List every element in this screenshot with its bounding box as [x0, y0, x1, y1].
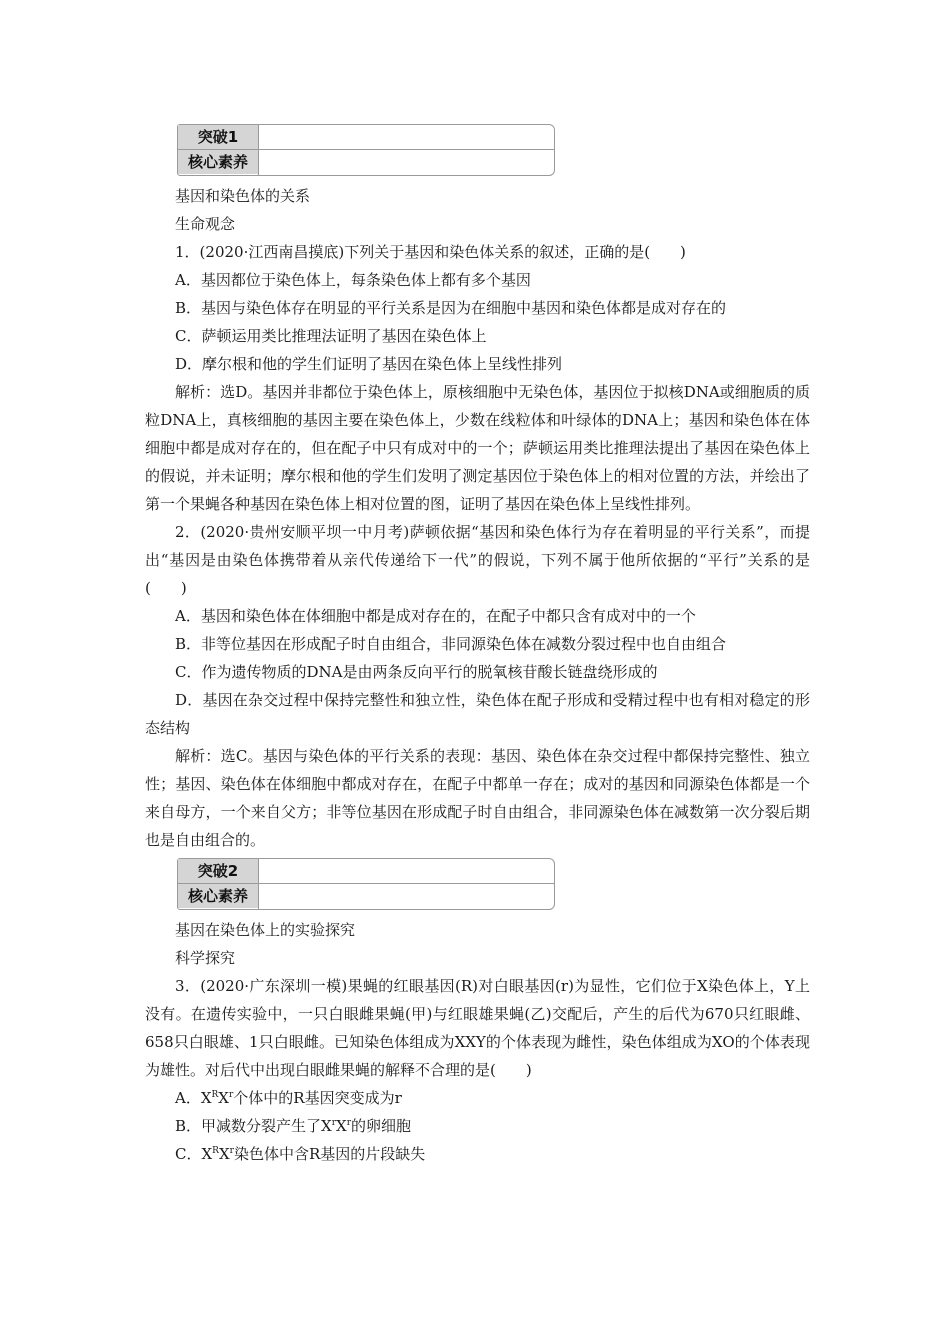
section-title: 基因在染色体上的实验探究 [175, 921, 356, 939]
option-a: A．$X^RX^r$个体中的R基因突变成为r [175, 1089, 402, 1107]
badge-label-bottom: 核心素养 [178, 884, 258, 908]
option-b: B．基因与染色体存在明显的平行关系是因为在细胞中基因和染色体都是成对存在的 [175, 299, 727, 317]
analysis: 解析：选D。基因并非都位于染色体上，原核细胞中无染色体，基因位于拟核DNA或细胞质的质粒DNA上，真核细胞的基因主要在染色体上，少数在线粒体和叶绿体的DNA上；基因和染色体在体细胞中都是成对存在的，但在配子中只有成对中的一个；萨顿运用类比推理法提出了基因在染色体上的假说，并未证明；摩尔根和他的学生们发明了测定基因位于染色体上的相对位置的方法，并绘出了第一个果蝇各种基因在染色体上相对位置的图，证明了基因在染色体上呈线性排列。 [145, 383, 810, 513]
badge-label-bottom: 核心素养 [178, 150, 258, 174]
option-c: C．作为遗传物质的DNA是由两条反向平行的脱氧核苷酸长链盘绕形成的 [175, 663, 658, 681]
badge-label-top: 突破1 [178, 125, 258, 149]
badge-label-top: 突破2 [178, 859, 258, 883]
section-badge-1 [177, 124, 555, 176]
question-stem: 3．(2020·广东深圳一模)果蝇的红眼基因(R)对白眼基因(r)为显性，它们位于X染色体上，Y上没有。在遗传实验中，一只白眼雌果蝇(甲)与红眼雄果蝇(乙)交配后，产生的后代为670只红眼雌、658只白眼雄、1只白眼雌。已知染色体组成为XXY的个体表现为雌性，染色体组成为XO的个体表现为雄性。对后代中出现白眼雌果蝇的解释不合理的是( ) [145, 977, 810, 1079]
option-a: A．基因都位于染色体上，每条染色体上都有多个基因 [175, 271, 531, 289]
question-stem: 2．(2020·贵州安顺平坝一中月考)萨顿依据“基因和染色体行为存在着明显的平行关系”，而提出“基因是由染色体携带着从亲代传递给下一代”的假说，下列不属于他所依据的“平行”关系的是( ) [145, 523, 810, 597]
analysis: 解析：选C。基因与染色体的平行关系的表现：基因、染色体在杂交过程中都保持完整性、独立性；基因、染色体在体细胞中都成对存在，在配子中都单一存在；成对的基因和同源染色体都是一个来自母方，一个来自父方；非等位基因在形成配子时自由组合，非同源染色体在减数第一次分裂后期也是自由组合的。 [145, 747, 810, 849]
section-subtitle: 科学探究 [175, 949, 236, 967]
option-b: B．非等位基因在形成配子时自由组合，非同源染色体在减数分裂过程中也自由组合 [175, 635, 727, 653]
option-d: D．基因在杂交过程中保持完整性和独立性，染色体在配子形成和受精过程中也有相对稳定的形态结构 [145, 691, 810, 737]
option-c: C．萨顿运用类比推理法证明了基因在染色体上 [175, 327, 487, 345]
option-d: D．摩尔根和他的学生们证明了基因在染色体上呈线性排列 [175, 355, 563, 373]
content [145, 0, 810, 1168]
option-b: B．甲减数分裂产生了$X^rX^r$的卵细胞 [175, 1117, 412, 1135]
section-badge-2 [177, 858, 555, 910]
section-subtitle: 生命观念 [175, 215, 236, 233]
question-stem: 1．(2020·江西南昌摸底)下列关于基因和染色体关系的叙述，正确的是( ) [175, 243, 686, 261]
option-c: C．$X^RX^r$染色体中含R基因的片段缺失 [175, 1145, 426, 1163]
option-a: A．基因和染色体在体细胞中都是成对存在的，在配子中都只含有成对中的一个 [175, 607, 696, 625]
section-title: 基因和染色体的关系 [175, 187, 311, 205]
